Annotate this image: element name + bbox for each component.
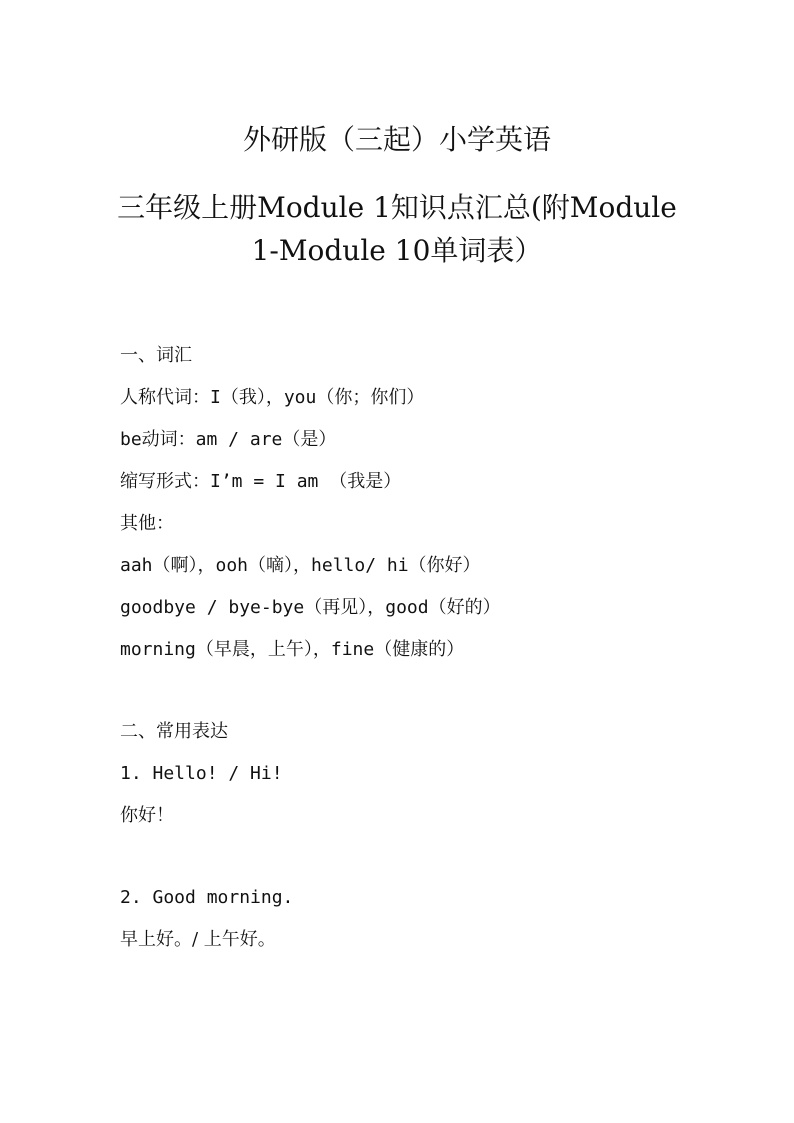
vocab-line-contraction: 缩写形式：I’m = I am （我是） xyxy=(120,471,402,492)
vocab-line-other-label: 其他： xyxy=(120,513,174,534)
document-title-line-1: 外研版（三起）小学英语 xyxy=(242,123,551,156)
vocab-line-goodbye-good: goodbye / bye-bye（再见），good（好的） xyxy=(120,597,501,618)
section-1-heading: 一、词汇 xyxy=(120,345,192,366)
vocab-line-morning-fine: morning（早晨，上午），fine（健康的） xyxy=(120,639,465,660)
vocab-line-personal-pronouns: 人称代词：I（我），you（你；你们） xyxy=(120,387,425,408)
document-title-line-3: 1-Module 10单词表） xyxy=(251,234,543,267)
expression-2-english: 2. Good morning. xyxy=(120,887,294,908)
vocab-line-interjections: aah（啊），ooh（嘀），hello/ hi（你好） xyxy=(120,555,481,576)
section-2-heading: 二、常用表达 xyxy=(120,721,228,742)
expression-1-chinese: 你好！ xyxy=(120,805,174,826)
vocab-line-be-verb: be动词：am / are（是） xyxy=(120,429,337,450)
expression-2-chinese: 早上好。/ 上午好。 xyxy=(120,929,276,950)
expression-1-english: 1. Hello! / Hi! xyxy=(120,763,283,784)
document-title-line-2: 三年级上册Module 1知识点汇总(附Module xyxy=(117,191,677,224)
